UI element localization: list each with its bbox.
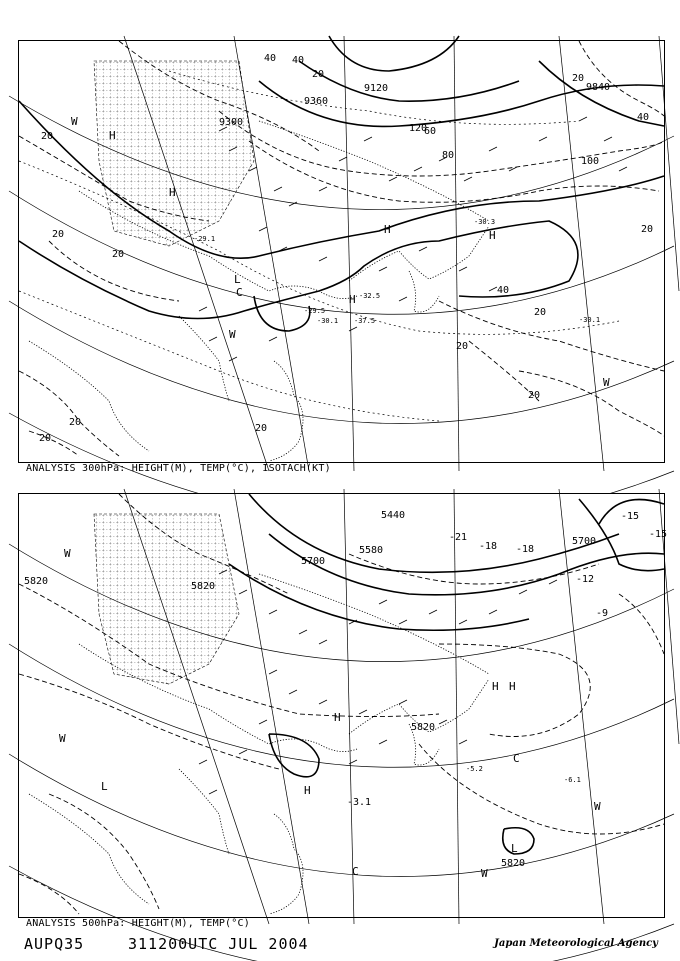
low-center: L: [234, 273, 241, 286]
temp-label: -30.3: [474, 218, 496, 226]
isotach-label: 20: [534, 307, 547, 318]
height-label: 9840: [586, 82, 611, 93]
high-center: H: [304, 784, 311, 797]
caption-300hpa: ANALYSIS 300hPa: HEIGHT(M), TEMP(°C), ISOTACH(KT): [26, 463, 331, 474]
map-300hpa: [19, 41, 664, 462]
high-center: H: [492, 680, 499, 693]
caption-500hpa: ANALYSIS 500hPa: HEIGHT(M), TEMP(°C): [26, 918, 250, 929]
coastlines: [29, 574, 489, 914]
isotach-label: 20: [456, 341, 469, 352]
cold-center: C: [352, 865, 359, 878]
height-label: 5820: [411, 722, 436, 733]
coastlines: [29, 121, 489, 461]
temp-label: -5.2: [466, 765, 483, 773]
wind-barbs: [199, 117, 627, 361]
hatched-terrain: [94, 514, 239, 684]
temp-label: -21: [449, 532, 468, 543]
high-center: H: [384, 223, 391, 236]
high-center: H: [334, 711, 341, 724]
temp-label: -29.5: [304, 307, 326, 315]
warm-center: W: [229, 328, 236, 341]
height-label: 9360: [304, 96, 329, 107]
temp-label: -3.1: [347, 797, 372, 808]
temp-label: -18: [516, 544, 535, 555]
isotach-label: 20: [69, 417, 82, 428]
high-center: H: [509, 680, 516, 693]
cold-center: C: [236, 286, 243, 299]
chart-500hpa: [18, 493, 668, 918]
high-center: H: [489, 229, 496, 242]
high-center: H: [349, 293, 356, 306]
cold-center: C: [513, 752, 520, 765]
temp-label: -15: [621, 511, 640, 522]
temp-label: -37.5: [354, 317, 376, 325]
isotach-label: 40: [637, 112, 650, 123]
height-label: 5820: [501, 858, 526, 869]
warm-center: W: [481, 867, 488, 880]
height-label: 5580: [359, 545, 384, 556]
warm-center: W: [603, 376, 610, 389]
height-label: 5820: [24, 576, 49, 587]
high-center: H: [109, 129, 116, 142]
low-center: L: [101, 780, 108, 793]
temp-label: -6.1: [564, 776, 581, 784]
agency-name: Japan Meteorological Agency: [494, 938, 658, 949]
isotach-label: 20: [255, 423, 268, 434]
isotach-label: 40: [292, 55, 305, 66]
isotach-label: 20: [112, 249, 125, 260]
temp-label: -9: [596, 608, 609, 619]
hatched-terrain: [94, 61, 254, 246]
warm-center: W: [71, 115, 78, 128]
isotach-label: 40: [497, 285, 510, 296]
chart-300hpa: [18, 40, 665, 463]
isotach-label: 20: [641, 224, 654, 235]
height-label: 5820: [191, 581, 216, 592]
low-center: L: [511, 842, 518, 855]
wind-barbs: [199, 570, 557, 794]
temp-label: -30.1: [317, 317, 339, 325]
isotach-label: 20: [528, 390, 541, 401]
isotach-label: 60: [424, 126, 437, 137]
isotach-label: 20: [39, 433, 52, 444]
temp-label: -29.1: [194, 235, 216, 243]
height-label: 9300: [219, 117, 244, 128]
product-code: AUPQ35: [24, 935, 85, 953]
isotach-label: 120: [409, 123, 428, 134]
isotach-label: 20: [312, 69, 325, 80]
map-500hpa: [19, 494, 668, 917]
isotach-label: 20: [572, 73, 585, 84]
temp-label: -32.5: [359, 292, 381, 300]
height-label: 5440: [381, 510, 406, 521]
temp-label: -12: [576, 574, 595, 585]
temp-label: -15: [649, 529, 668, 540]
temp-label: -30.1: [579, 316, 601, 324]
temp-label: -18: [479, 541, 498, 552]
height-label: 5700: [301, 556, 326, 567]
high-center: H: [169, 186, 176, 199]
isotach-label: 80: [442, 150, 455, 161]
warm-center: W: [64, 547, 71, 560]
isotach-label: 20: [41, 131, 54, 142]
isotach-label: 20: [52, 229, 65, 240]
height-labels: [219, 82, 610, 128]
height-label: 5700: [572, 536, 597, 547]
isotach-label: 100: [581, 156, 600, 167]
isotach-label: 40: [264, 53, 277, 64]
height-label: 9120: [364, 83, 389, 94]
warm-center: W: [59, 732, 66, 745]
warm-center: W: [594, 800, 601, 813]
valid-time: 311200UTC JUL 2004: [128, 935, 309, 953]
